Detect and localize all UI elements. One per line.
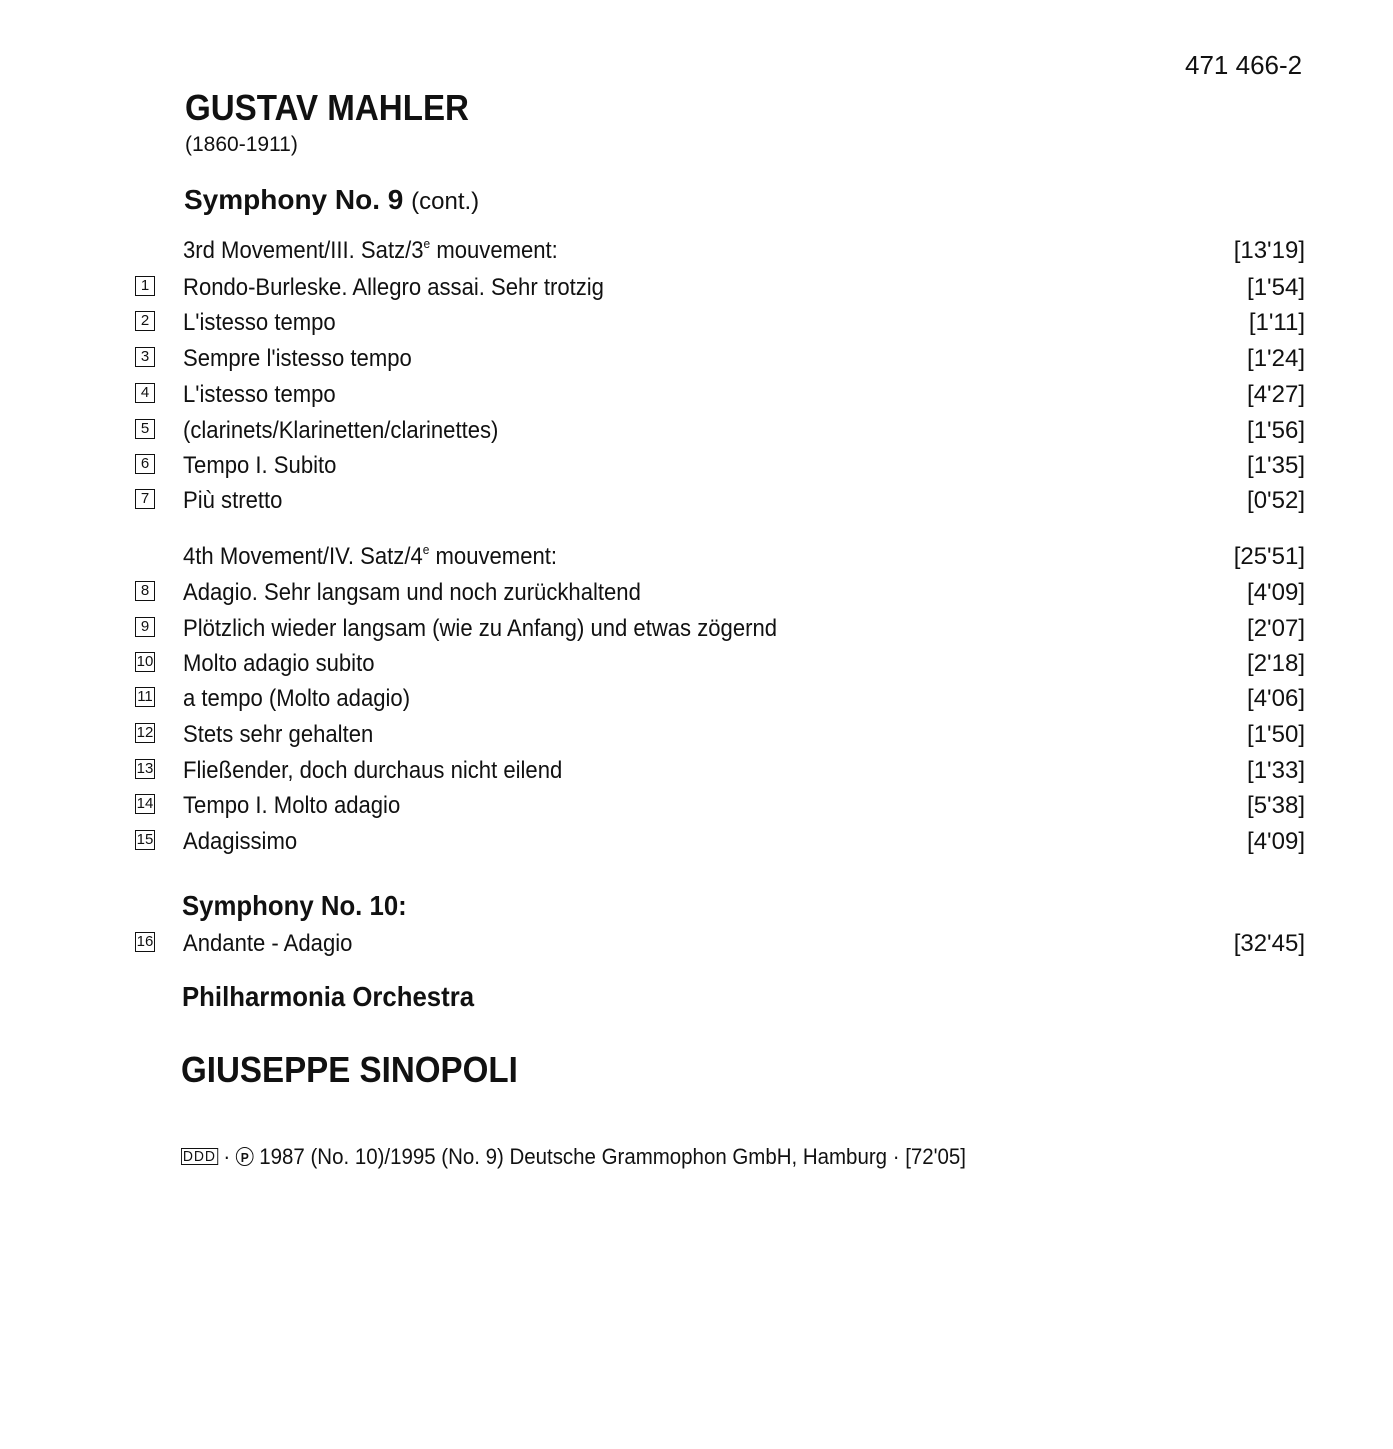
track-title: L'istesso tempo	[183, 309, 336, 336]
track-duration: [1'54]	[1247, 274, 1305, 301]
symphony-9-heading	[184, 186, 479, 214]
track-title: Tempo I. Molto adagio	[183, 792, 401, 819]
track-duration: [4'27]	[1247, 381, 1305, 408]
track-title: Rondo-Burleske. Allegro assai. Sehr trotzig	[183, 274, 604, 301]
track-number: 3	[135, 347, 155, 367]
catalog-number: 471 466-2	[1185, 50, 1303, 80]
symphony-9-title: Symphony No. 9	[184, 184, 404, 215]
composer-name: GUSTAV MAHLER	[185, 87, 469, 128]
track-duration: [1'50]	[1247, 721, 1305, 748]
movement-3-duration: [13'19]	[1233, 237, 1305, 264]
track-number: 9	[135, 617, 155, 637]
track-row	[0, 343, 1393, 373]
track-title: a tempo (Molto adagio)	[183, 685, 411, 712]
track-row	[0, 415, 1393, 445]
track-duration: [1'33]	[1247, 757, 1305, 784]
track-number: 6	[135, 454, 155, 474]
track-row	[0, 790, 1393, 820]
movement-3-title: 3rd Movement/III. Satz/3e mouvement:	[183, 236, 558, 264]
track-duration: [1'24]	[1247, 345, 1305, 372]
track-row	[0, 307, 1393, 337]
track-row	[0, 485, 1393, 515]
track-number: 13	[136, 760, 154, 777]
track-duration: [2'07]	[1247, 615, 1305, 642]
track-title: Andante - Adagio	[183, 930, 353, 957]
copyright-text: 1987 (No. 10)/1995 (No. 9) Deutsche Grammophon GmbH, Hamburg · [72'05]	[253, 1144, 966, 1169]
track-duration: [5'38]	[1247, 792, 1305, 819]
track-duration: [2'18]	[1247, 650, 1305, 677]
movement-4-heading	[0, 541, 1393, 571]
track-title: Plötzlich wieder langsam (wie zu Anfang) und etwas zögernd	[183, 615, 778, 642]
composer-dates: (1860-1911)	[185, 133, 298, 156]
track-duration: [4'06]	[1247, 685, 1305, 712]
symphony-10-title: Symphony No. 10:	[182, 890, 407, 921]
track-row	[0, 379, 1393, 409]
track-duration: [32'45]	[1233, 930, 1305, 957]
track-duration: [1'56]	[1247, 417, 1305, 444]
track-row	[0, 450, 1393, 480]
track-number: 16	[136, 933, 154, 950]
track-row	[0, 272, 1393, 302]
track-number: 15	[136, 831, 154, 848]
track-duration: [1'11]	[1248, 309, 1305, 336]
track-number: 5	[135, 419, 155, 439]
track-title: Sempre l'istesso tempo	[183, 345, 412, 372]
track-number: 8	[135, 581, 155, 601]
track-title: Adagissimo	[183, 828, 298, 855]
separator: ·	[217, 1144, 236, 1169]
track-row	[0, 648, 1393, 678]
track-row	[0, 719, 1393, 749]
track-title: Molto adagio subito	[183, 650, 375, 677]
track-title: L'istesso tempo	[183, 381, 336, 408]
track-row	[0, 683, 1393, 713]
symphony-9-note: (cont.)	[411, 188, 480, 215]
track-title: Fließender, doch durchaus nicht eilend	[183, 757, 563, 784]
track-title: Tempo I. Subito	[183, 452, 337, 479]
orchestra: Philharmonia Orchestra	[182, 981, 475, 1012]
track-row	[0, 928, 1393, 958]
track-number: 2	[135, 311, 155, 331]
ddd-badge: DDD	[182, 1148, 216, 1165]
track-title: Adagio. Sehr langsam und noch zurückhaltend	[183, 579, 641, 606]
track-row	[0, 577, 1393, 607]
track-duration: [4'09]	[1247, 579, 1305, 606]
track-duration: [1'35]	[1247, 452, 1305, 479]
movement-4-title: 4th Movement/IV. Satz/4e mouvement:	[183, 542, 558, 570]
track-number: 10	[136, 653, 154, 670]
track-row	[0, 613, 1393, 643]
track-number: 1	[135, 276, 155, 296]
track-title: (clarinets/Klarinetten/clarinettes)	[183, 417, 499, 444]
track-title: Stets sehr gehalten	[183, 721, 374, 748]
track-row	[0, 755, 1393, 785]
track-number: 4	[135, 383, 155, 403]
track-number: 12	[136, 724, 154, 741]
movement-3-heading	[0, 235, 1393, 265]
track-duration: [4'09]	[1247, 828, 1305, 855]
track-duration: [0'52]	[1247, 487, 1305, 514]
phonogram-icon: P	[236, 1147, 254, 1166]
track-number: 14	[136, 795, 154, 812]
conductor: GIUSEPPE SINOPOLI	[181, 1049, 518, 1090]
movement-4-duration: [25'51]	[1233, 543, 1305, 570]
track-title: Più stretto	[183, 487, 283, 514]
track-number: 7	[135, 489, 155, 509]
track-number: 11	[135, 687, 155, 707]
copyright-line	[181, 1146, 966, 1168]
track-row	[0, 826, 1393, 856]
